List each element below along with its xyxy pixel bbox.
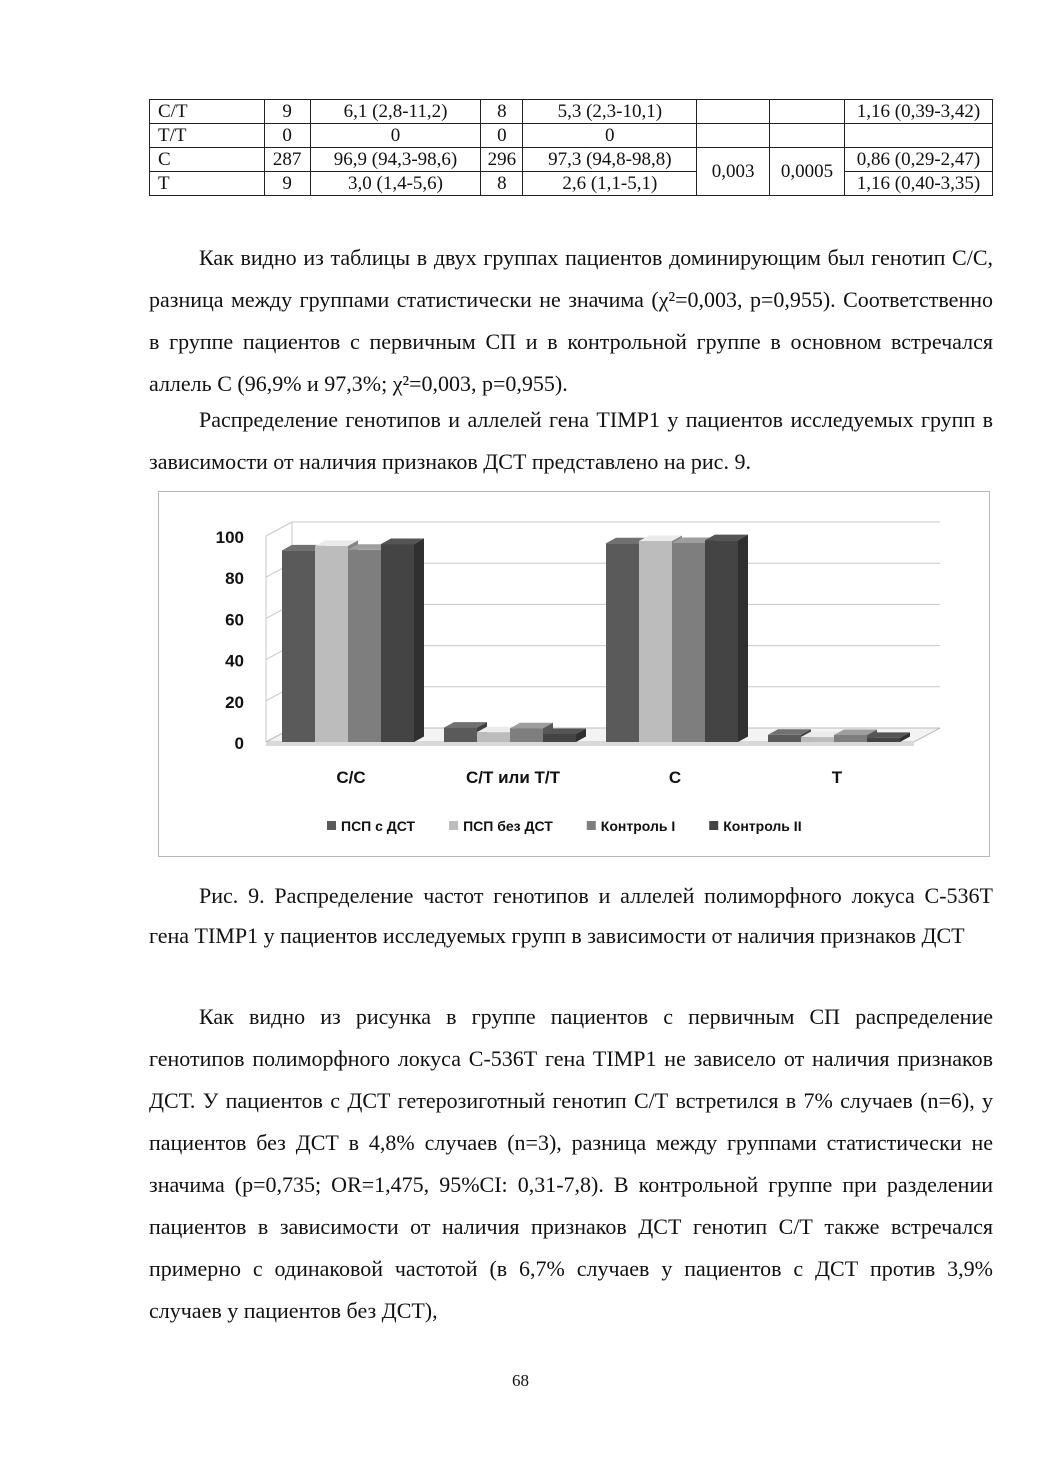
floor-front-edge: [266, 742, 914, 746]
x-category-label: Т: [831, 768, 843, 787]
table-cell: 0: [523, 124, 697, 148]
table-row: [150, 100, 993, 124]
table-cell: 5,3 (2,3-10,1): [523, 100, 697, 124]
x-category-label: С: [668, 768, 682, 787]
paragraph-figure-intro: Распределение генотипов и аллелей гена TIMP1 у пациентов исследуемых групп в зависимости от наличия признаков ДСТ представлено на рис. 9.: [149, 407, 993, 474]
table-cell: [845, 124, 993, 148]
table-cell: C/T: [150, 100, 265, 124]
bar: [705, 540, 738, 742]
y-tick-label: 60: [225, 610, 244, 630]
table-cell: 3,0 (1,4-5,6): [310, 172, 481, 196]
table-row: [150, 172, 993, 196]
y-tick-label: 20: [225, 692, 244, 712]
gridline-depth: [266, 522, 292, 536]
legend-label: Контроль II: [723, 818, 802, 834]
bar: [543, 734, 576, 742]
y-tick-label: 80: [225, 569, 244, 589]
bar: [315, 546, 348, 742]
table-cell: C: [150, 148, 265, 172]
figure-caption: Рис. 9. Распределение частот генотипов и аллелей полиморфного локуса С-536Т гена TIMP1 у пациентов исследуемых групп в зависимости от наличия признаков ДСТ: [149, 883, 993, 948]
results-table: [149, 99, 993, 196]
table-cell: 9: [264, 172, 310, 196]
table-cell: 97,3 (94,8-98,8): [523, 148, 697, 172]
table-cell: 0: [264, 124, 310, 148]
table-cell: [697, 100, 770, 124]
legend-swatch: [449, 821, 458, 830]
bar: [867, 738, 900, 742]
table-cell-merged: 0,0005: [770, 148, 845, 196]
table-cell: 2,6 (1,1-5,1): [523, 172, 697, 196]
legend-swatch: [327, 821, 336, 830]
bar: [348, 550, 381, 742]
table-cell: 1,16 (0,40-3,35): [845, 172, 993, 196]
paragraph-discussion: Как видно из рисунка в группе пациентов с первичным СП распределение генотипов полиморфного локуса С-536Т гена TIMP1 не зависело от наличия признаков ДСТ. У пациентов с ДСТ гетерозиготный генотип С/Т встретился в 7% случаев (n=6), у пациентов без ДСТ в 4,8% случаев (n=3), разница между группами статистически не значима (p=0,735; OR=1,475, 95%CI: 0,31-7,8). В контрольной группе при разделении пациентов в зависимости от наличия признаков ДСТ генотип С/Т также встречался примерно с одинаковой частотой (в 6,7% случаев у пациентов с ДСТ против 3,9% случаев у пациентов без ДСТ),: [149, 1004, 993, 1323]
table-cell: 8: [481, 172, 523, 196]
legend-swatch: [709, 821, 718, 830]
bar: [444, 728, 477, 742]
paragraph-table-summary: Как видно из таблицы в двух группах пациентов доминирующим был генотип С/С, разница между группами статистически не значима (χ²=0,003, p=0,955). Соответственно в группе пациентов с первичным СП и в контрольной группе в основном встречался аллель С (96,9% и 97,3%; χ²=0,003, p=0,955).: [149, 245, 993, 396]
table-cell: 296: [481, 148, 523, 172]
legend-label: ПСП без ДСТ: [463, 818, 553, 834]
bar: [606, 543, 639, 742]
bar-chart-figure: [158, 491, 990, 857]
x-category-label: С/Т или Т/Т: [465, 768, 561, 787]
bar: [801, 737, 834, 742]
table-cell: T: [150, 172, 265, 196]
y-tick-label: 0: [234, 734, 244, 753]
table-row: [150, 148, 993, 172]
bar-side: [738, 535, 748, 742]
table-cell: 6,1 (2,8-11,2): [310, 100, 481, 124]
bar: [510, 728, 543, 742]
bar-side: [414, 539, 424, 742]
table-cell: 1,16 (0,39-3,42): [845, 100, 993, 124]
table-cell: T/T: [150, 124, 265, 148]
table-cell: 0: [310, 124, 481, 148]
y-tick-label: 40: [225, 651, 244, 671]
bar-chart: [159, 492, 989, 856]
table-row: [150, 124, 993, 148]
bar: [381, 544, 414, 742]
table-cell: [770, 100, 845, 124]
table-cell: 8: [481, 100, 523, 124]
table-cell: 9: [264, 100, 310, 124]
bar: [282, 550, 315, 742]
x-category-label: С/С: [336, 768, 366, 787]
y-tick-label: 100: [215, 528, 244, 547]
bar: [639, 541, 672, 742]
legend-swatch: [587, 821, 596, 830]
bar: [672, 543, 705, 742]
table-cell: 0,86 (0,29-2,47): [845, 148, 993, 172]
table-cell: 96,9 (94,3-98,6): [310, 148, 481, 172]
table-cell-merged: 0,003: [697, 148, 770, 196]
legend-label: Контроль I: [600, 818, 676, 834]
table-cell: 287: [264, 148, 310, 172]
bar: [834, 735, 867, 742]
bar: [768, 735, 801, 742]
table-cell: [697, 124, 770, 148]
table-cell: 0: [481, 124, 523, 148]
legend-label: ПСП с ДСТ: [341, 818, 416, 834]
page-number: 68: [512, 1371, 529, 1390]
bar: [477, 732, 510, 742]
table-cell: [770, 124, 845, 148]
